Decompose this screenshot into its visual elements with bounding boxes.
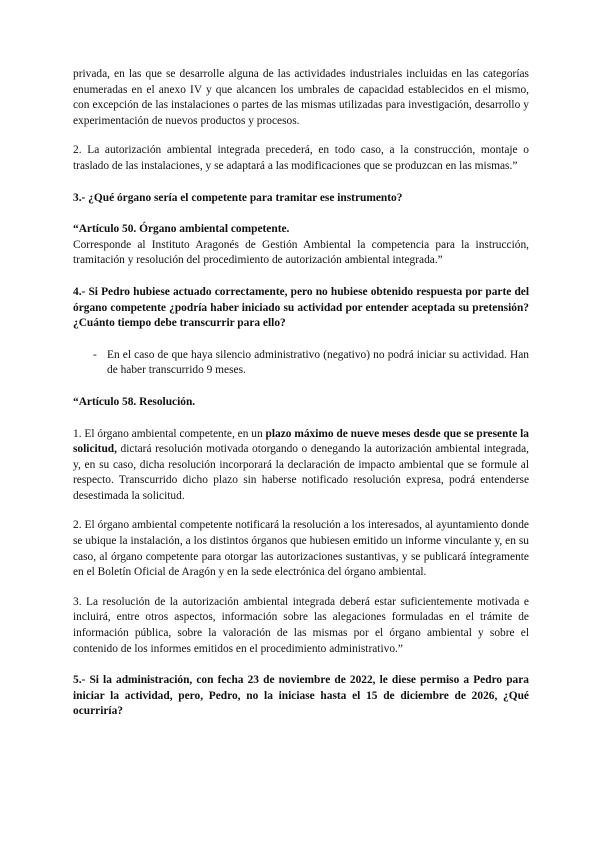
article-58-p1-start: 1. El órgano ambiental competente, en un [73, 427, 266, 440]
question-5: 5.- Si la administración, con fecha 23 de noviembre de 2022, le diese permiso a Pedro para iniciar la actividad, pero, Pedro, no la iniciase hasta el 15 de diciembre de 2026, ¿Qué ocurriría? [73, 674, 529, 718]
article-58-paragraph-1 [73, 427, 529, 505]
answer-text: En el caso de que haya silencio administrativo (negativo) no podrá iniciar su actividad. Han de haber transcurrido 9 meses. [107, 348, 529, 377]
paragraph-continuation: privada, en las que se desarrolle alguna de las actividades industriales incluidas en las categorías enumeradas en el anexo IV y que alcancen los umbrales de capacidad establecidos en el mismo, con excepción de las instalaciones o partes de las mismas utilizadas para investigación, desarrollo y experimentación de nuevos productos y procesos. [73, 68, 529, 127]
article-58-p1-end: dictará resolución motivada otorgando o denegando la autorización ambiental integrada, y, en su caso, dicha resolución incorporará la declaración de impacto ambiental que se formule al respecto. Transcurrido dicho plazo sin haberse notificado resolución expresa, podrá entenderse desestimada la solicitud. [73, 443, 529, 502]
document-content [73, 67, 529, 720]
article-58-p1-emphasis: plazo máximo de nueve meses desde que se presente la solicitud, [73, 427, 529, 456]
question-4: 4.- Si Pedro hubiese actuado correctamente, pero no hubiese obtenido respuesta por parte del órgano competente ¿podría haber iniciado su actividad por entender aceptada su pretensión? ¿Cuánto tiempo debe transcurrir para ello? [73, 285, 529, 330]
article-58-paragraph-2: 2. El órgano ambiental competente notificará la resolución a los interesados, al ayuntamiento donde se ubique la instalación, a los distintos órganos que hubiesen emitido un informe vinculante y, en su caso, al órgano competente para otorgar las autorizaciones sustantivas, y se publicará íntegramente en el Boletín Oficial de Aragón y en la sede electrónica del órgano ambiental. [73, 519, 529, 579]
article-50-body: Corresponde al Instituto Aragonés de Gestión Ambiental la competencia para la instrucción, tramitación y resolución del procedimiento de autorización ambiental integrada.” [73, 238, 529, 267]
article-58-paragraph-3: 3. La resolución de la autorización ambiental integrada deberá estar suficientemente motivada e incluirá, entre otros aspectos, información sobre las alegaciones formuladas en el trámite de información pública, sobre la valoración de las mismas por el órgano ambiental y sobre el contenido de los informes emitidos en el procedimiento administrativo.” [73, 595, 529, 655]
bullet-dash: - [93, 348, 97, 361]
paragraph-article-2: 2. La autorización ambiental integrada precederá, en todo caso, a la construcción, montaje o traslado de las instalaciones, y se adaptará a las modificaciones que se produzcan en las mismas.” [73, 144, 529, 172]
article-58-title: “Artículo 58. Resolución. [73, 395, 196, 408]
article-50-title: “Artículo 50. Órgano ambiental competente. [73, 223, 290, 236]
answer-bullet [93, 348, 529, 379]
question-3: 3.- ¿Qué órgano sería el competente para tramitar ese instrumento? [73, 191, 403, 204]
